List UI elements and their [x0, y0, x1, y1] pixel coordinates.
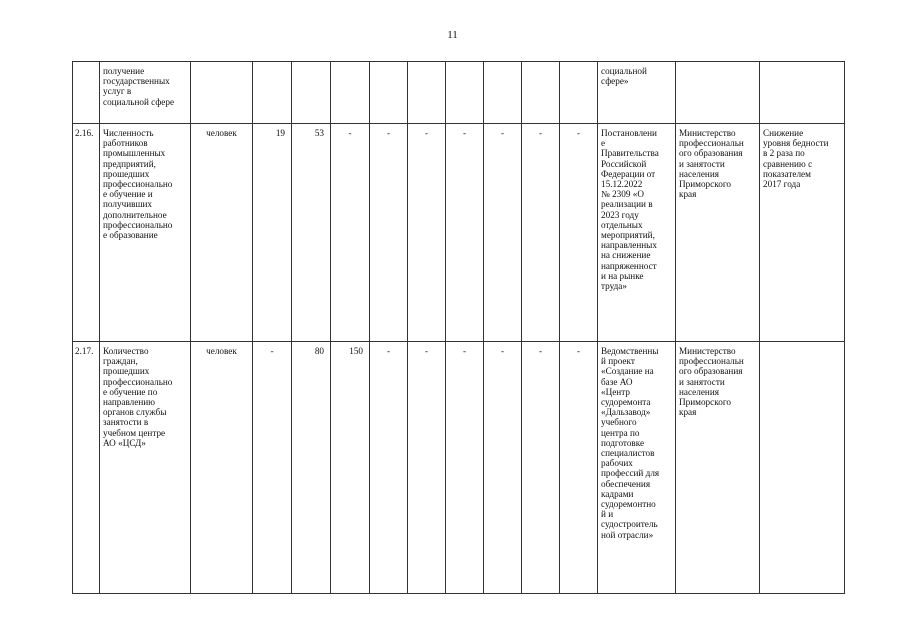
table-row	[73, 124, 845, 342]
value-cell: -	[370, 342, 408, 594]
page-number: 11	[447, 29, 458, 41]
result-cell	[760, 342, 845, 594]
value-cell	[370, 62, 408, 124]
value-cell: -	[408, 124, 446, 342]
value-cell: -	[560, 342, 598, 594]
unit-cell: человек	[191, 342, 253, 594]
table-row	[73, 342, 845, 594]
value-cell: -	[484, 124, 522, 342]
basis-cell: Ведомственны й проект «Создание на базе АО «Центр судоремонта «Дальзавод» учебного центра по подготовке специалистов рабочих профессий для обеспечения кадрами судоремонтно й и судостроитель ной отрасли»	[598, 342, 676, 594]
value-cell	[331, 62, 370, 124]
value-cell	[292, 62, 331, 124]
unit-cell	[191, 62, 253, 124]
result-cell	[760, 62, 845, 124]
value-cell: -	[522, 124, 560, 342]
table-row	[73, 62, 845, 124]
value-cell: -	[560, 124, 598, 342]
value-cell: -	[484, 342, 522, 594]
value-cell: -	[253, 342, 292, 594]
value-cell: -	[446, 124, 484, 342]
value-cell: -	[331, 124, 370, 342]
result-cell: Снижение уровня бедности в 2 раза по сравнению с показателем 2017 года	[760, 124, 845, 342]
value-cell	[522, 62, 560, 124]
responsible-cell	[676, 62, 760, 124]
indicator-name: Численность работников промышленных предприятий, прошедших профессионально е обучение и получивших дополнительное профессионально е образование	[100, 124, 191, 342]
row-number: 2.16.	[73, 124, 100, 342]
value-cell: 53	[292, 124, 331, 342]
indicator-name: Количество граждан, прошедших профессионально е обучение по направлению органов службы занятости в учебном центре АО «ЦСД»	[100, 342, 191, 594]
value-cell: -	[446, 342, 484, 594]
value-cell	[560, 62, 598, 124]
unit-cell: человек	[191, 124, 253, 342]
value-cell: 80	[292, 342, 331, 594]
responsible-cell: Министерство профессиональн ого образования и занятости населения Приморского края	[676, 342, 760, 594]
value-cell: -	[522, 342, 560, 594]
indicators-table	[72, 61, 845, 594]
value-cell	[484, 62, 522, 124]
indicator-name: получение государственных услуг в социальной сфере	[100, 62, 191, 124]
value-cell: -	[370, 124, 408, 342]
row-number: 2.17.	[73, 342, 100, 594]
value-cell: 19	[253, 124, 292, 342]
value-cell	[253, 62, 292, 124]
value-cell: 150	[331, 342, 370, 594]
basis-cell: социальной сфере»	[598, 62, 676, 124]
value-cell: -	[408, 342, 446, 594]
value-cell	[446, 62, 484, 124]
row-number	[73, 62, 100, 124]
value-cell	[408, 62, 446, 124]
responsible-cell: Министерство профессиональн ого образования и занятости населения Приморского края	[676, 124, 760, 342]
basis-cell: Постановлени е Правительства Российской Федерации от 15.12.2022 № 2309 «О реализации в 2023 году отдельных мероприятий, направленных на снижение напряженност и на рынке труда»	[598, 124, 676, 342]
